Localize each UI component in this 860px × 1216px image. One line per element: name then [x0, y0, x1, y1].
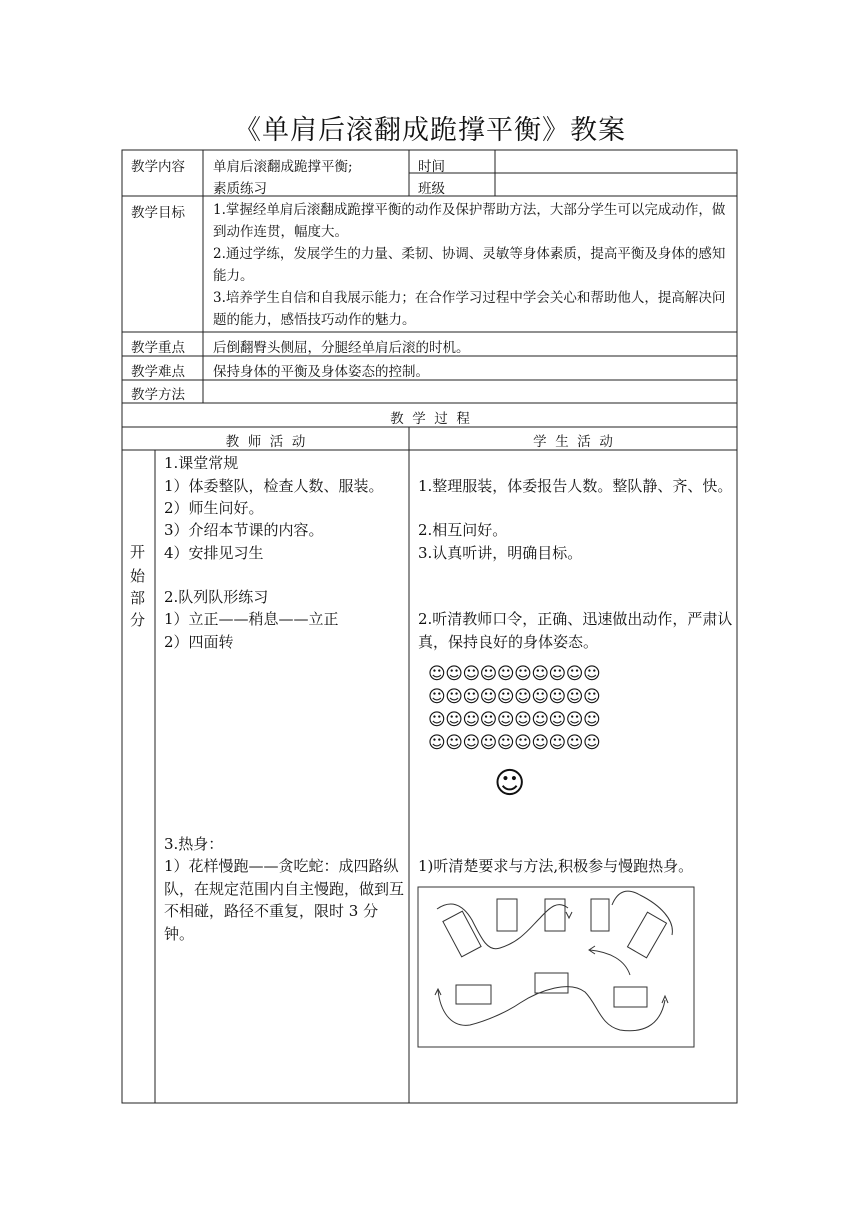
- key-label: 教学重点: [131, 340, 185, 356]
- goal-1: 1.掌握经单肩后滚翻成跪撑平衡的动作及保护帮助方法，大部分学生可以完成动作，做到动作连贯，幅度大。: [213, 202, 726, 240]
- method-label: 教学方法: [131, 387, 185, 403]
- goal-label: 教学目标: [131, 205, 185, 221]
- class-label: 班级: [418, 181, 445, 197]
- difficulty-value: 保持身体的平衡及身体姿态的控制。: [213, 364, 429, 380]
- content-value-1: 单肩后滚翻成跪撑平衡;: [213, 159, 353, 175]
- teacher-face-icon: ☺: [494, 766, 526, 801]
- content-label: 教学内容: [131, 159, 185, 175]
- student-item-4: 2.听清教师口令，正确、迅速做出动作，严肃认真，保持良好的身体姿态。: [418, 610, 733, 651]
- routine-item-2: 2）师生问好。: [164, 499, 264, 517]
- formation-row-2: ☺☺☺☺☺☺☺☺☺☺: [428, 687, 601, 707]
- routine-item-1: 1）体委整队，检查人数、服装。: [164, 477, 384, 495]
- formation-row-4: ☺☺☺☺☺☺☺☺☺☺: [428, 733, 601, 753]
- drill-item-2: 2）四面转: [164, 633, 234, 651]
- difficulty-label: 教学难点: [131, 364, 185, 380]
- routine-item-3: 3）介绍本节课的内容。: [164, 521, 324, 539]
- warmup-diagram: [418, 887, 694, 1047]
- student-item-1: 1.整理服装，体委报告人数。整队静、齐、快。: [418, 477, 733, 495]
- goal-2: 2.通过学练，发展学生的力量、柔韧、协调、灵敏等身体素质，提高平衡及身体的感知能力。: [213, 246, 726, 284]
- routine-item-4: 4）安排见习生: [164, 544, 264, 562]
- student-item-5: 1)听清楚要求与方法,积极参与慢跑热身。: [418, 857, 694, 875]
- content-value-2: 素质练习: [213, 181, 267, 197]
- key-value: 后倒翻臀头侧屈，分腿经单肩后滚的时机。: [213, 340, 470, 356]
- drill-item-1: 1）立正——稍息——立正: [164, 610, 339, 628]
- time-label: 时间: [418, 159, 445, 175]
- drill-title: 2.队列队形练习: [164, 588, 269, 606]
- student-item-2: 2.相互问好。: [418, 521, 508, 539]
- routine-title: 1.课堂常规: [164, 454, 239, 472]
- process-heading: 教 学 过 程: [390, 411, 470, 427]
- document-title: 《单肩后滚翻成跪撑平衡》教案: [234, 115, 626, 146]
- student-item-3: 3.认真听讲，明确目标。: [418, 544, 583, 562]
- section-char-4: 分: [130, 611, 146, 629]
- warmup-text: 1）花样慢跑——贪吃蛇：成四路纵队，在规定范围内自主慢跑，做到互不相碰，路径不重复，限时 3 分钟。: [164, 857, 405, 943]
- section-char-2: 始: [130, 567, 146, 585]
- warmup-title: 3.热身：: [164, 835, 224, 853]
- section-char-3: 部: [130, 589, 146, 607]
- student-heading: 学 生 活 动: [533, 434, 613, 450]
- formation-row-1: ☺☺☺☺☺☺☺☺☺☺: [428, 664, 601, 684]
- section-char-1: 开: [130, 543, 146, 561]
- formation-row-3: ☺☺☺☺☺☺☺☺☺☺: [428, 710, 601, 730]
- goal-3: 3.培养学生自信和自我展示能力；在合作学习过程中学会关心和帮助他人，提高解决问题的能力，感悟技巧动作的魅力。: [213, 290, 726, 328]
- teacher-heading: 教 师 活 动: [225, 434, 306, 450]
